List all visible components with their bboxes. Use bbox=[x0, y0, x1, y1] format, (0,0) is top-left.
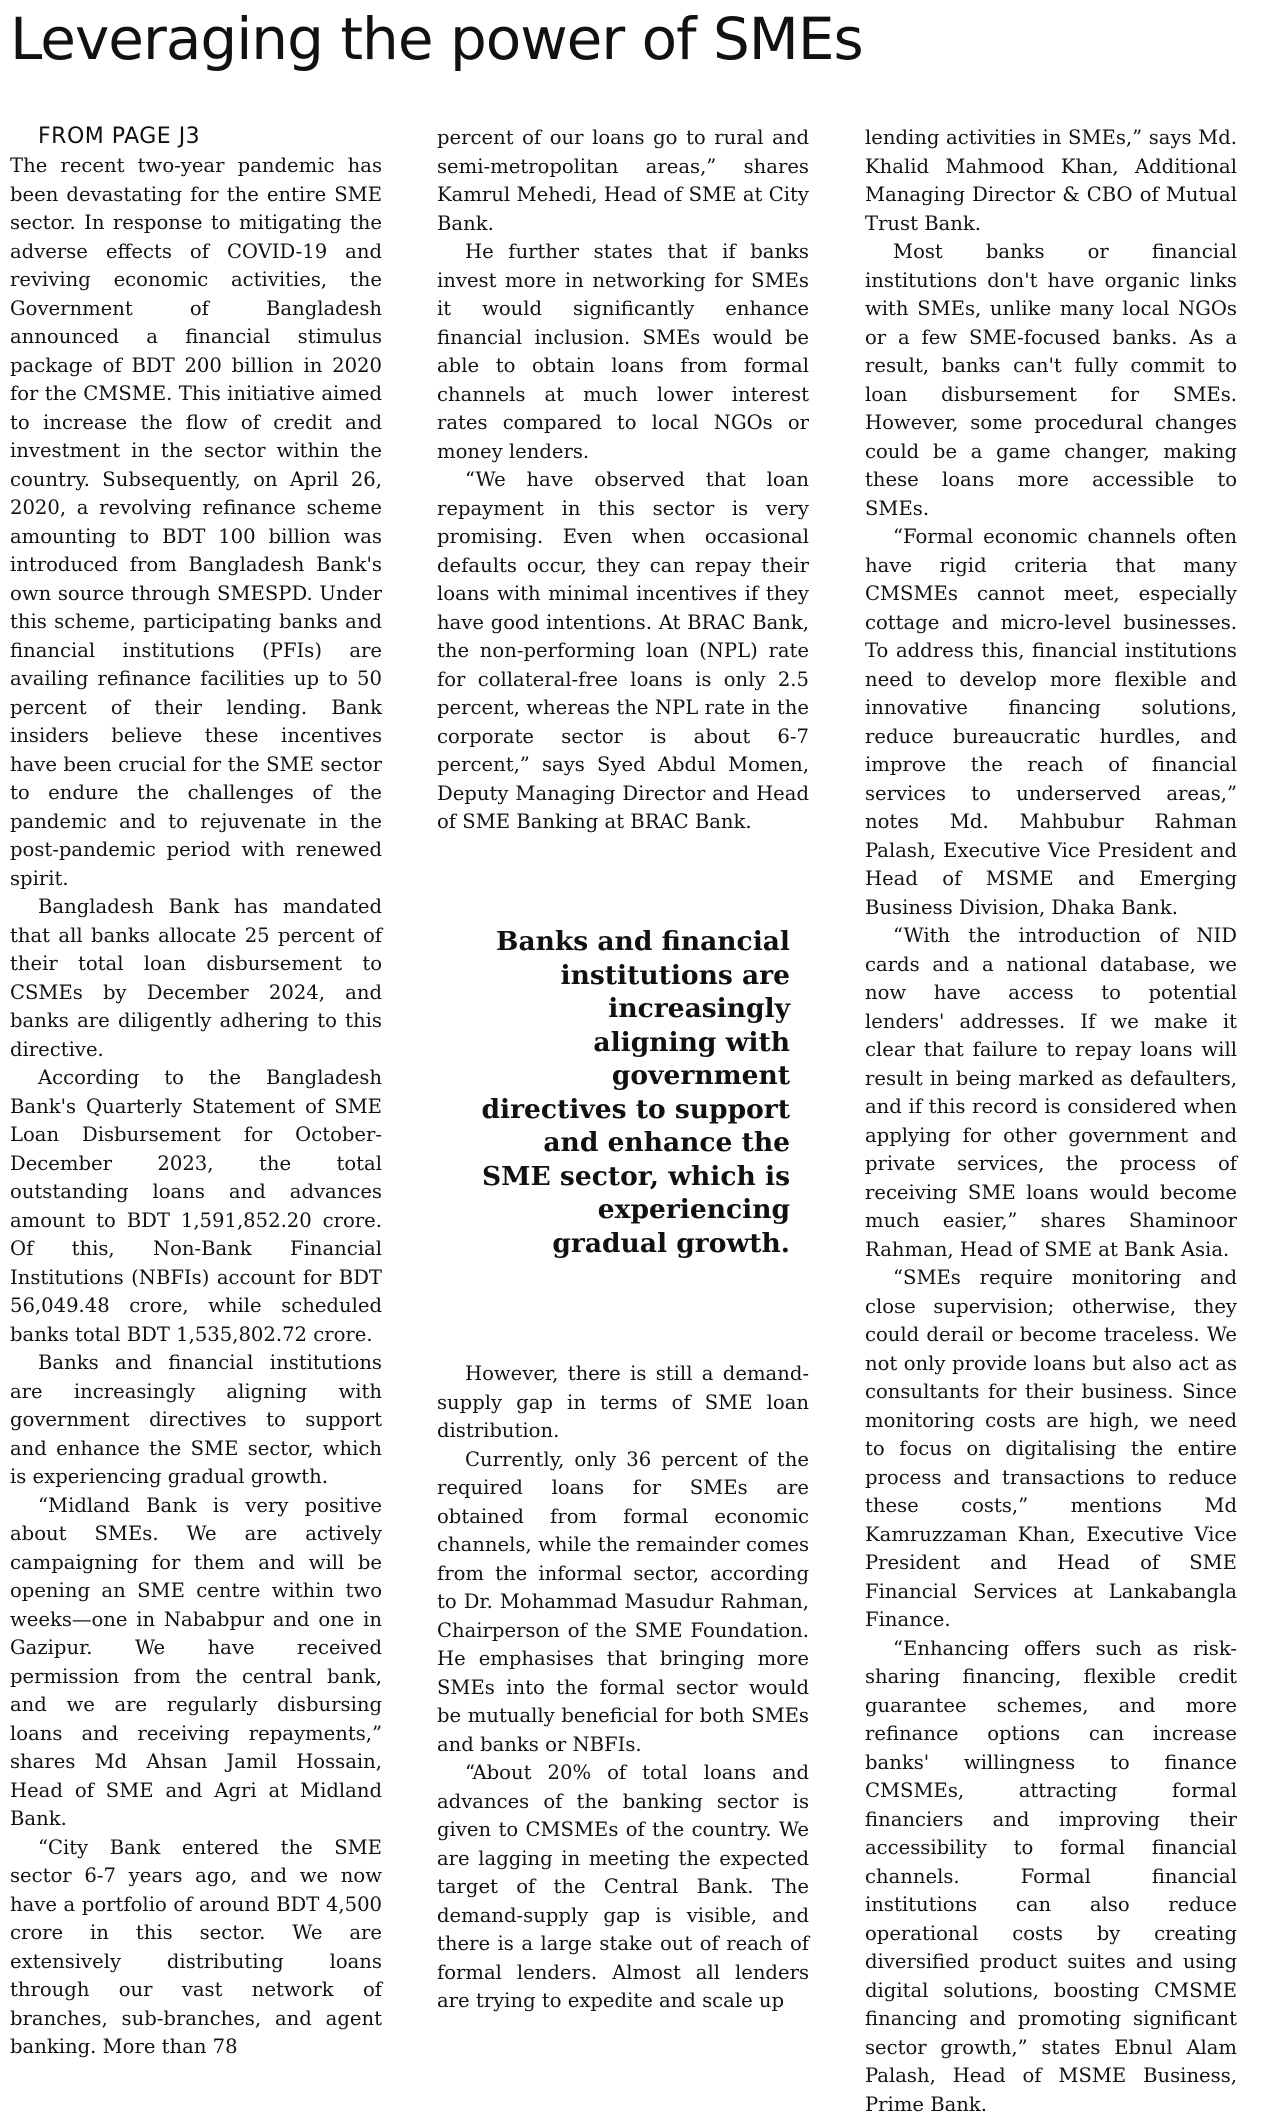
article-column-2-bottom bbox=[437, 1360, 809, 2050]
article-column-3 bbox=[865, 124, 1237, 2049]
paragraph: However, there is still a demand-supply gap in terms of SME loan distribution. bbox=[437, 1360, 809, 1446]
paragraph: He further states that if banks invest more in networking for SMEs it would significantly enhance financial inclusion. SMEs would be able to obtain loans from formal channels at much lower interest rates compared to local NGOs or money lenders. bbox=[437, 238, 809, 466]
paragraph: “Enhancing offers such as risk-sharing financing, flexible credit guarantee schemes, and more refinance options can increase banks' willingness to finance CMSMEs, attracting formal financiers and improving their accessibility to formal financial channels. Formal financial institutions can also reduce operational costs by creating diversified product suites and using digital solutions, boosting CMSME financing and promoting significant sector growth,” states Ebnul Alam Palash, Head of MSME Business, Prime Bank. bbox=[865, 1635, 1237, 2119]
article-column-1 bbox=[10, 122, 382, 2047]
paragraph: “City Bank entered the SME sector 6-7 years ago, and we now have a portfolio of around BDT 4,500 crore in this sector. We are extensively distributing loans through our vast network of branches, sub-branches, and agent banking. More than 78 bbox=[10, 1834, 382, 2062]
paragraph: Bangladesh Bank has mandated that all banks allocate 25 percent of their total loan disbursement to CSMEs by December 2024, and banks are diligently adhering to this directive. bbox=[10, 893, 382, 1064]
paragraph: “Formal economic channels often have rigid criteria that many CMSMEs cannot meet, especially cottage and micro-level businesses. To address this, financial institutions need to develop more flexible and innovative financing solutions, reduce bureaucratic hurdles, and improve the reach of financial services to underserved areas,” notes Md. Mahbubur Rahman Palash, Executive Vice President and Head of MSME and Emerging Business Division, Dhaka Bank. bbox=[865, 523, 1237, 922]
paragraph: “Midland Bank is very positive about SMEs. We are actively campaigning for them and will be opening an SME centre within two weeks—one in Nababpur and one in Gazipur. We have received permission from the central bank, and we are regularly disbursing loans and receiving repayments,” shares Md Ahsan Jamil Hossain, Head of SME and Agri at Midland Bank. bbox=[10, 1492, 382, 1834]
continued-from-label: FROM PAGE J3 bbox=[10, 122, 382, 152]
article-column-2-top bbox=[437, 124, 809, 864]
paragraph: “We have observed that loan repayment in this sector is very promising. Even when occasional defaults occur, they can repay their loans with minimal incentives if they have good intentions. At BRAC Bank, the non-performing loan (NPL) rate for collateral-free loans is only 2.5 percent, whereas the NPL rate in the corporate sector is about 6-7 percent,” says Syed Abdul Momen, Deputy Managing Director and Head of SME Banking at BRAC Bank. bbox=[437, 466, 809, 837]
paragraph: lending activities in SMEs,” says Md. Khalid Mahmood Khan, Additional Managing Director & CBO of Mutual Trust Bank. bbox=[865, 124, 1237, 238]
paragraph: percent of our loans go to rural and semi-metropolitan areas,” shares Kamrul Mehedi, Head of SME at City Bank. bbox=[437, 124, 809, 238]
paragraph: Currently, only 36 percent of the required loans for SMEs are obtained from formal economic channels, while the remainder comes from the informal sector, according to Dr. Mohammad Masudur Rahman, Chairperson of the SME Foundation. He emphasises that bringing more SMEs into the formal sector would be mutually beneficial for both SMEs and banks or NBFIs. bbox=[437, 1446, 809, 1760]
paragraph: Banks and financial institutions are increasingly aligning with government directives to support and enhance the SME sector, which is experiencing gradual growth. bbox=[10, 1349, 382, 1492]
paragraph: “SMEs require monitoring and close supervision; otherwise, they could derail or become traceless. We not only provide loans but also act as consultants for their business. Since monitoring costs are high, we need to focus on digitalising the entire process and transactions to reduce these costs,” mentions Md Kamruzzaman Khan, Executive Vice President and Head of SME Financial Services at Lankabangla Finance. bbox=[865, 1264, 1237, 1635]
headline: Leveraging the power of SMEs bbox=[10, 6, 1260, 72]
pull-quote: Banks and financial institutions are increasingly aligning with government directives to support and enhance the SME sector, which is experiencing gradual growth. bbox=[480, 925, 790, 1260]
paragraph: Most banks or financial institutions don't have organic links with SMEs, unlike many local NGOs or a few SME-focused banks. As a result, banks can't fully commit to loan disbursement for SMEs. However, some procedural changes could be a game changer, making these loans more accessible to SMEs. bbox=[865, 238, 1237, 523]
paragraph: “About 20% of total loans and advances of the banking sector is given to CMSMEs of the country. We are lagging in meeting the expected target of the Central Bank. The demand-supply gap is visible, and there is a large stake out of reach of formal lenders. Almost all lenders are trying to expedite and scale up bbox=[437, 1759, 809, 2016]
paragraph: “With the introduction of NID cards and a national database, we now have access to potential lenders' addresses. If we make it clear that failure to repay loans will result in being marked as defaulters, and if this record is considered when applying for other government and private services, the process of receiving SME loans would become much easier,” shares Shaminoor Rahman, Head of SME at Bank Asia. bbox=[865, 922, 1237, 1264]
paragraph: The recent two-year pandemic has been devastating for the entire SME sector. In response to mitigating the adverse effects of COVID-19 and reviving economic activities, the Government of Bangladesh announced a financial stimulus package of BDT 200 billion in 2020 for the CMSME. This initiative aimed to increase the flow of credit and investment in the sector within the country. Subsequently, on April 26, 2020, a revolving refinance scheme amounting to BDT 100 billion was introduced from Bangladesh Bank's own source through SMESPD. Under this scheme, participating banks and financial institutions (PFIs) are availing refinance facilities up to 50 percent of their lending. Bank insiders believe these incentives have been crucial for the SME sector to endure the challenges of the pandemic and to rejuvenate in the post-pandemic period with renewed spirit. bbox=[10, 152, 382, 893]
paragraph: According to the Bangladesh Bank's Quarterly Statement of SME Loan Disbursement for October-December 2023, the total outstanding loans and advances amount to BDT 1,591,852.20 crore. Of this, Non-Bank Financial Institutions (NBFIs) account for BDT 56,049.48 crore, while scheduled banks total BDT 1,535,802.72 crore. bbox=[10, 1064, 382, 1349]
